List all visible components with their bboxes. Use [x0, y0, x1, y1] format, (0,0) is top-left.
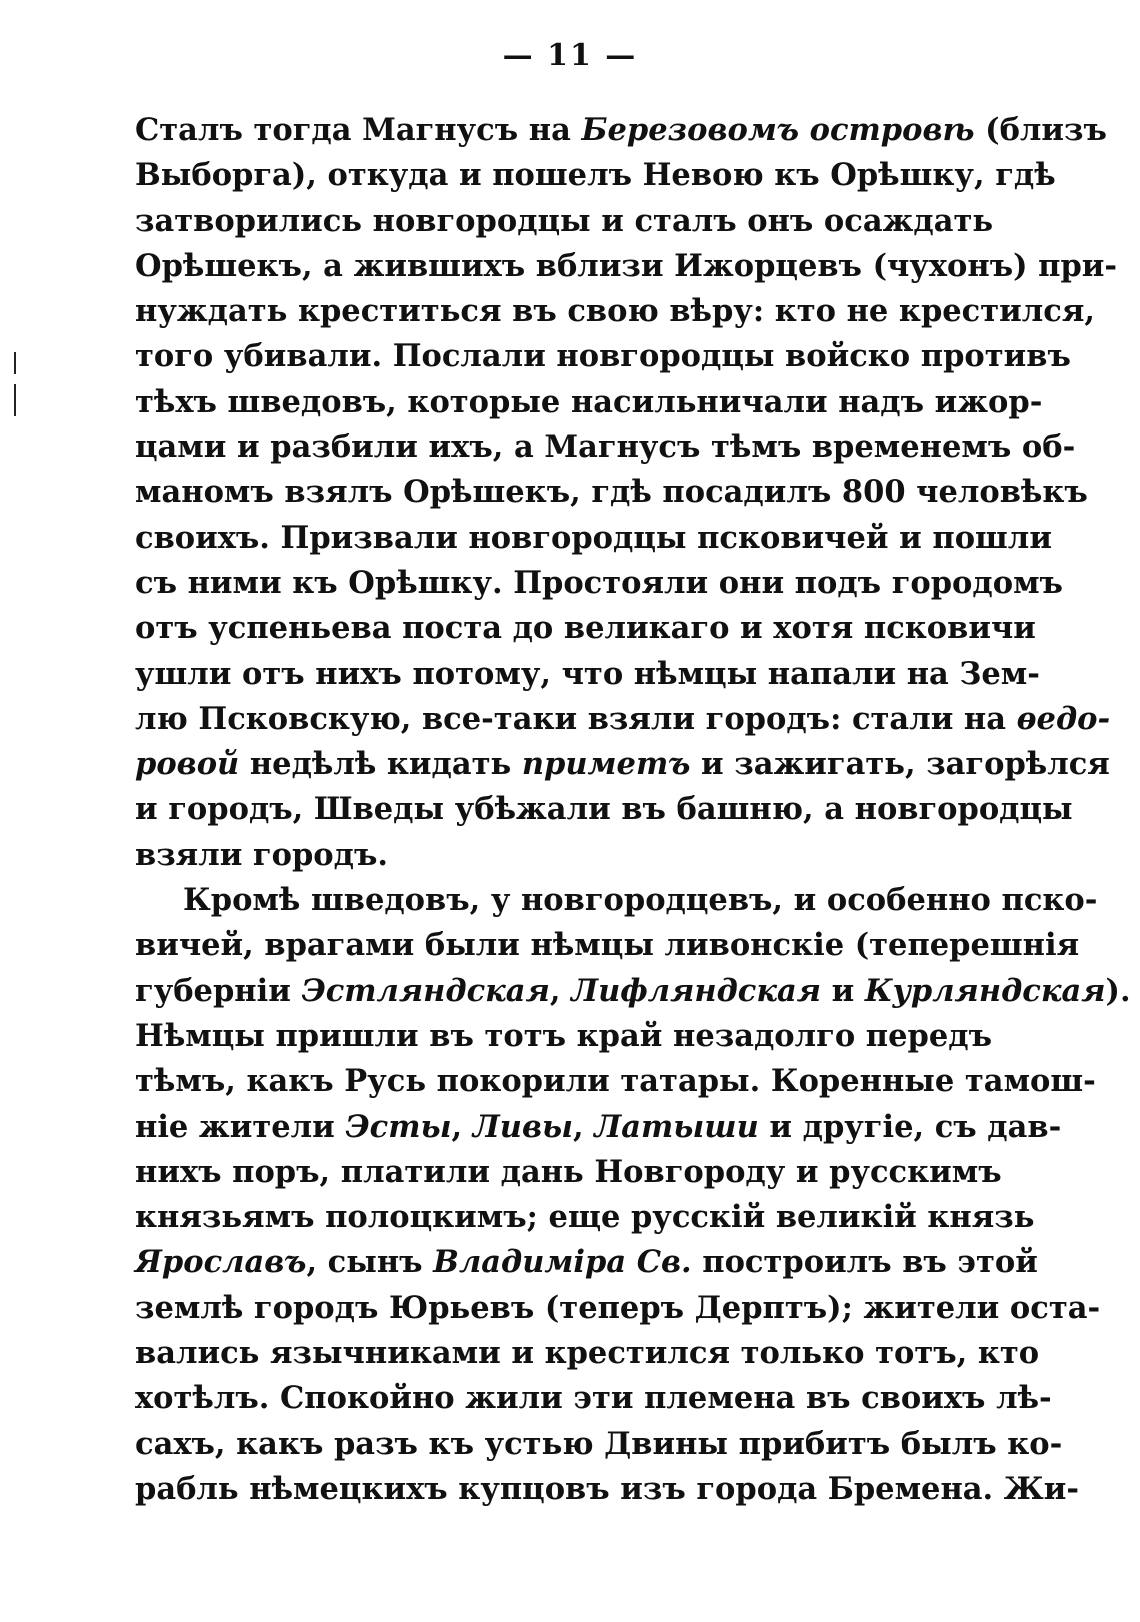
italic-text: Латыши	[594, 1108, 759, 1145]
text-line	[135, 1059, 1096, 1104]
text-line	[135, 289, 1096, 334]
text-line	[135, 1014, 992, 1059]
italic-text: Ярославъ	[135, 1244, 307, 1281]
text-segment: съ ними къ Орѣшку. Простояли они подъ городомъ	[135, 564, 1063, 601]
text-segment: (близъ	[974, 112, 1107, 148]
text-segment: и городъ, Шведы убѣжали въ башню, а новгородцы	[135, 791, 1073, 828]
italic-text: приметъ	[521, 746, 691, 783]
text-line	[135, 1331, 1040, 1376]
text-line	[135, 1195, 1035, 1240]
text-line	[135, 878, 1098, 923]
text-line	[135, 1240, 1038, 1285]
text-segment: нуждать креститься въ свою вѣру: кто не крестился,	[135, 293, 1096, 330]
text-segment: хотѣлъ. Спокойно жили эти племена въ своихъ лѣ-	[135, 1380, 1052, 1417]
italic-text: Эсты	[345, 1108, 452, 1145]
page-number: — 11 —	[502, 38, 638, 73]
text-line	[135, 561, 1063, 606]
text-line	[135, 1105, 1062, 1150]
italic-text: Ливы	[472, 1108, 574, 1145]
text-segment: и зажигать, загорѣлся	[690, 746, 1110, 783]
text-segment: вались язычниками и крестился только тотъ, кто	[135, 1335, 1040, 1372]
text-segment: Выборга), откуда и пошелъ Невою къ Орѣшку, гдѣ	[135, 157, 1056, 194]
text-line	[135, 969, 1131, 1014]
text-line	[135, 787, 1073, 832]
text-line	[135, 108, 1107, 153]
text-segment: и другіе, съ дав-	[758, 1108, 1062, 1145]
text-line	[135, 1467, 1080, 1512]
margin-mark	[14, 352, 16, 374]
text-segment: губерніи	[135, 972, 302, 1009]
italic-text: Эстляндская	[301, 972, 550, 1009]
text-line	[135, 923, 1080, 968]
italic-text: Лифляндская	[571, 972, 822, 1009]
text-segment: ,	[451, 1108, 473, 1145]
text-segment: отъ успеньева поста до великаго и хотя псковичи	[135, 610, 1036, 647]
text-segment: своихъ. Призвали новгородцы псковичей и пошли	[135, 519, 1052, 556]
text-segment: нихъ поръ, платили дань Новгороду и русскимъ	[135, 1153, 1002, 1190]
text-segment: ,	[549, 972, 572, 1009]
text-line	[135, 516, 1052, 561]
text-segment: ніе жители	[135, 1108, 346, 1145]
text-line	[135, 244, 1118, 289]
text-segment: ,	[573, 1108, 595, 1145]
text-segment: , сынъ	[306, 1244, 434, 1281]
text-line	[135, 833, 985, 878]
text-segment: того убивали. Послали новгородцы войско противъ	[135, 338, 1071, 375]
text-segment: вичей, врагами были нѣмцы ливонскіе (теперешнія	[135, 927, 1080, 964]
text-segment: ушли отъ нихъ потому, что нѣмцы напали на Зем-	[135, 655, 1040, 692]
text-segment: тѣхъ шведовъ, которые насильничали надъ ижор-	[135, 383, 1043, 420]
text-segment: тѣмъ, какъ Русь покорили татары. Коренные тамош-	[135, 1063, 1096, 1100]
italic-text: Курляндская	[864, 972, 1106, 1009]
text-segment: рабль нѣмецкихъ купцовъ изъ города Бремена. Жи-	[135, 1470, 1080, 1507]
text-line	[135, 380, 1043, 425]
italic-text: Владиміра Св.	[433, 1244, 692, 1281]
text-line	[135, 697, 1111, 742]
text-segment: Нѣмцы пришли въ тотъ край незадолго передъ	[135, 1017, 992, 1054]
text-line	[135, 334, 1071, 379]
italic-text: ровой	[135, 746, 240, 783]
text-segment: ).	[1105, 972, 1131, 1009]
text-segment: Сталъ тогда Магнусъ на	[135, 112, 582, 148]
text-segment: затворились новгородцы и сталъ онъ осаждать	[135, 202, 994, 239]
text-line	[135, 425, 1076, 470]
text-segment: Кромѣ шведовъ, у новгородцевъ, и особенно пско-	[183, 882, 1098, 919]
text-segment: взяли городъ.	[135, 836, 388, 873]
text-line	[135, 199, 994, 244]
text-line	[135, 470, 1088, 515]
text-line	[135, 652, 1040, 697]
text-line	[135, 606, 1036, 651]
margin-mark	[14, 384, 16, 416]
text-line	[135, 1286, 1101, 1331]
text-segment: князьямъ полоцкимъ; еще русскій великій князь	[135, 1199, 1035, 1236]
italic-text: ѳедо-	[1016, 700, 1111, 737]
text-segment: цами и разбили ихъ, а Магнусъ тѣмъ временемъ об-	[135, 429, 1076, 466]
text-segment: лю Псковскую, все-таки взяли городъ: стали на	[135, 700, 1017, 737]
text-line	[135, 742, 1110, 787]
text-segment: землѣ городъ Юрьевъ (теперъ Дерптъ); жители оста-	[135, 1289, 1101, 1326]
italic-text: Березовомъ островѣ	[581, 112, 975, 148]
text-segment: маномъ взялъ Орѣшекъ, гдѣ посадилъ 800 человѣкъ	[135, 474, 1088, 511]
text-segment: сахъ, какъ разъ къ устью Двины прибитъ былъ ко-	[135, 1425, 1063, 1462]
text-segment: Орѣшекъ, а жившихъ вблизи Ижорцевъ (чухонъ) при-	[135, 247, 1118, 284]
body-text	[135, 108, 1131, 1512]
text-line	[135, 153, 1056, 198]
text-line	[135, 1150, 1002, 1195]
text-segment: построилъ въ этой	[691, 1244, 1038, 1281]
text-segment: и	[821, 972, 865, 1009]
text-segment: недѣлѣ кидать	[239, 746, 522, 783]
text-line	[135, 1422, 1063, 1467]
text-line	[135, 1376, 1052, 1421]
